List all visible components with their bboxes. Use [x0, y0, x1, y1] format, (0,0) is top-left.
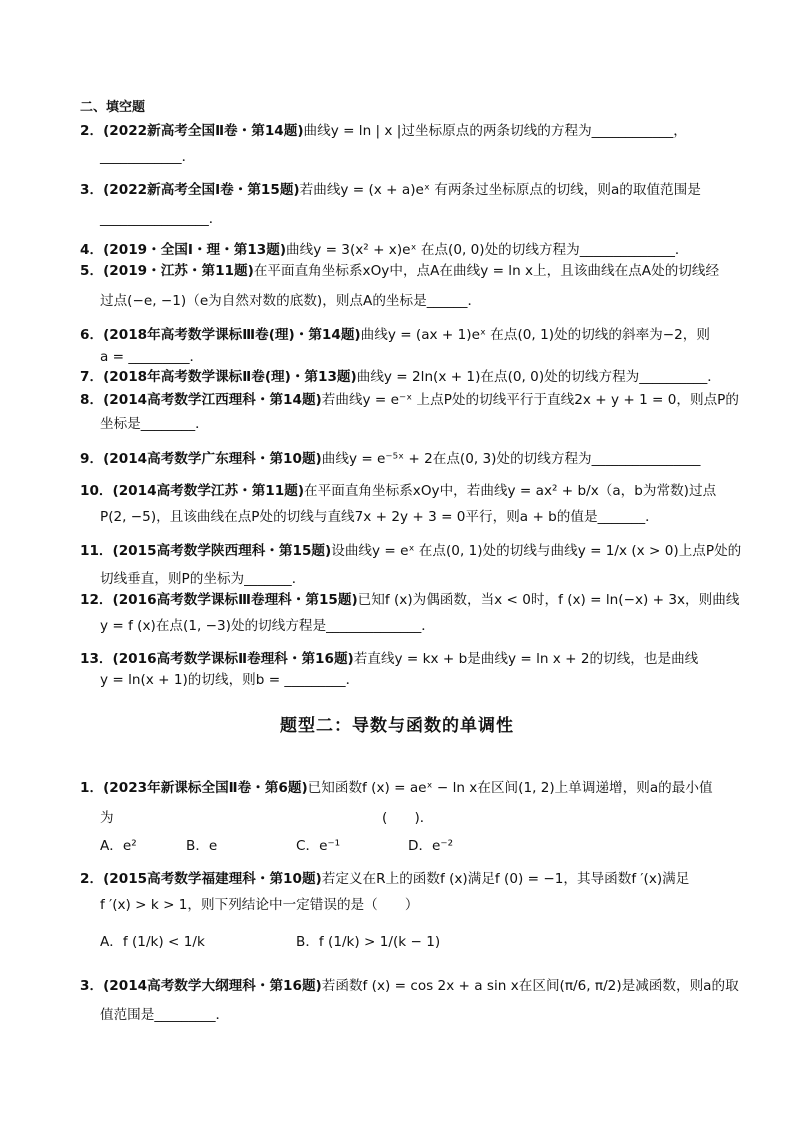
problem-source: (2022新高考全国Ⅰ卷・第15题): [103, 182, 300, 198]
problem-9-line-1: [80, 447, 722, 467]
question-1-line-2: [100, 806, 742, 826]
problem-number: 4．: [80, 242, 104, 258]
problem-6-line-1: [80, 323, 722, 343]
problem-2-line-1: [80, 119, 722, 139]
question-number: 1．: [80, 780, 104, 796]
problem-13-line-1: [80, 647, 722, 667]
problem-number: 5．: [80, 263, 104, 279]
problem-text: 曲线y = 2ln(x + 1)在点(0, 0)处的切线方程为__________．: [356, 369, 721, 385]
problem-number: 9．: [80, 451, 104, 467]
problem-12-line-1: [80, 588, 740, 608]
problem-11-line-2: 切线垂直，则P的坐标为_______．: [100, 571, 306, 587]
option-c: C．e⁻¹: [296, 838, 341, 854]
problem-8-line-1: [80, 388, 739, 408]
question-text: 已知函数f (x) = aeˣ − ln x在区间(1, 2)上单调递增，则a的最小值: [307, 780, 713, 796]
problem-number: 12．: [80, 592, 113, 608]
question-source: (2023年新课标全国Ⅱ卷・第6题): [103, 780, 308, 796]
problem-text: 在平面直角坐标系xOy中，若曲线y = ax² + b/x（a，b为常数)过点: [304, 483, 717, 499]
problem-source: (2014高考数学江西理科・第14题): [103, 392, 322, 408]
question-text: 若定义在R上的函数f (x)满足f (0) = −1，其导函数f ′(x)满足: [321, 871, 690, 887]
question-number: 2．: [80, 871, 104, 887]
problem-source: (2022新高考全国Ⅱ卷・第14题): [103, 123, 304, 139]
problem-number: 6．: [80, 327, 104, 343]
problem-number: 11．: [80, 543, 113, 559]
problem-source: (2016高考数学课标Ⅱ卷理科・第16题): [112, 651, 354, 667]
problem-text: 若曲线y = e⁻ˣ 上点P处的切线平行于直线2x + y + 1 = 0，则点P的: [321, 392, 739, 408]
problem-source: (2018年高考数学课标Ⅱ卷(理)・第13题): [103, 369, 357, 385]
problem-source: (2014高考数学广东理科・第10题): [103, 451, 322, 467]
problem-text: 曲线y = e⁻⁵ˣ + 2在点(0, 3)处的切线方程为________________: [321, 451, 701, 467]
question-number: 3．: [80, 978, 104, 994]
problem-3-line-1: [80, 178, 722, 198]
answer-parentheses: ( )．: [382, 810, 434, 826]
problem-text: 曲线y = 3(x² + x)eˣ 在点(0, 0)处的切线方程为______________．: [286, 242, 689, 258]
question-source: (2014高考数学大纲理科・第16题): [103, 978, 322, 994]
problem-10-line-2: P(2, −5)，且该曲线在点P处的切线与直线7x + 2y + 3 = 0平行，则a + b的值是_______．: [100, 509, 659, 525]
question-3-line-1: [80, 974, 739, 994]
problem-2-line-2: ____________．: [100, 149, 196, 165]
problem-source: (2018年高考数学课标Ⅲ卷(理)・第14题): [103, 327, 361, 343]
problem-source: (2016高考数学课标Ⅲ卷理科・第15题): [112, 592, 358, 608]
option-b: B．e: [186, 838, 218, 854]
question-1-line-1: [80, 776, 722, 796]
problem-6-line-2: a = _________．: [100, 349, 204, 365]
section-title: 题型二：导数与函数的单调性: [280, 716, 514, 736]
problem-text: 在平面直角坐标系xOy中，点A在曲线y = ln x上，且该曲线在点A处的切线经: [253, 263, 720, 279]
option-b: B．f (1/k) > 1/(k − 1): [296, 934, 441, 950]
problem-number: 3．: [80, 182, 104, 198]
problem-13-line-2: y = ln(x + 1)的切线，则b = _________．: [100, 672, 360, 688]
question-3-line-2: 值范围是_________．: [100, 1007, 230, 1023]
problem-8-line-2: 坐标是________．: [100, 416, 209, 432]
problem-source: (2014高考数学江苏・第11题): [112, 483, 305, 499]
problem-text: 已知f (x)为偶函数，当x < 0时，f (x) = ln(−x) + 3x，则曲线: [357, 592, 740, 608]
problem-source: (2019・江苏・第11题): [103, 263, 254, 279]
problem-number: 8．: [80, 392, 104, 408]
problem-12-line-2: y = f (x)在点(1, −3)处的切线方程是______________．: [100, 618, 435, 634]
problem-text: 若直线y = kx + b是曲线y = ln x + 2的切线，也是曲线: [353, 651, 699, 667]
question-source: (2015高考数学福建理科・第10题): [103, 871, 322, 887]
question-2-line-1: [80, 867, 722, 887]
problem-10-line-1: [80, 479, 722, 499]
problem-number: 13．: [80, 651, 113, 667]
problem-7-line-1: [80, 365, 722, 385]
question-text: 若函数f (x) = cos 2x + a sin x在区间(π/6, π/2)是减函数，则a的取: [321, 978, 739, 994]
problem-number: 10．: [80, 483, 113, 499]
section-heading: 二、填空题: [80, 100, 146, 115]
problem-text: 曲线y = ln | x |过坐标原点的两条切线的方程为____________，: [303, 123, 687, 139]
problem-text: 设曲线y = eˣ 在点(0, 1)处的切线与曲线y = 1/x (x > 0)上点P处的: [331, 543, 742, 559]
option-d: D．e⁻²: [408, 838, 454, 854]
problem-number: 7．: [80, 369, 104, 385]
problem-4-line-1: [80, 238, 722, 258]
question-text: 为: [100, 810, 114, 826]
problem-11-line-1: [80, 539, 742, 559]
problem-5-line-2: 过点(−e, −1)（e为自然对数的底数)，则点A的坐标是______．: [100, 293, 482, 309]
problem-number: 2．: [80, 123, 104, 139]
problem-text: 若曲线y = (x + a)eˣ 有两条过坐标原点的切线，则a的取值范围是: [299, 182, 701, 198]
option-a: A．f (1/k) < 1/k: [100, 934, 205, 950]
problem-5-line-1: [80, 259, 722, 279]
problem-text: 曲线y = (ax + 1)eˣ 在点(0, 1)处的切线的斜率为−2，则: [360, 327, 710, 343]
problem-3-line-2: ________________．: [100, 211, 223, 227]
option-a: A．e²: [100, 838, 137, 854]
problem-source: (2019・全国Ⅰ・理・第13题): [103, 242, 287, 258]
problem-source: (2015高考数学陕西理科・第15题): [112, 543, 332, 559]
question-2-line-2: f ′(x) > k > 1，则下列结论中一定错误的是（ ）: [100, 897, 419, 913]
